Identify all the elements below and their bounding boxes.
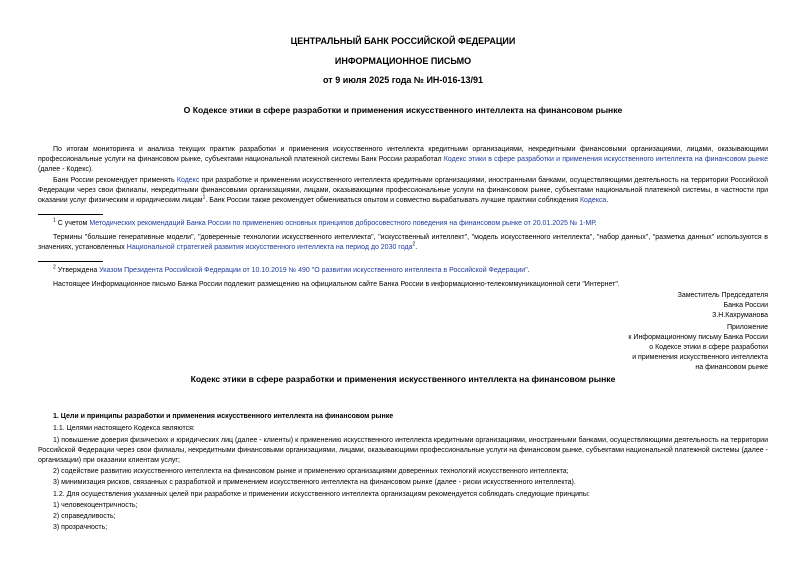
signature-position-2: Банка России bbox=[723, 302, 768, 309]
clause-1-1-item-2: 2) содействие развитию искусственного интеллекта на финансовом рынке и применению организациями доверенных технологий искусственного интеллекта; bbox=[53, 468, 569, 475]
appendix-line-4: и применения искусственного интеллекта bbox=[632, 354, 768, 361]
appendix-reference bbox=[38, 323, 768, 373]
clause-1-1-item-1: 1) повышение доверия физических и юридических лиц (далее - клиенты) к применению искусственного интеллекта кредитными организациями, иностранными банками, осуществляющими деятельность на территории Российской Федерации через свои филиалы, некредитными финансовыми организациями, лицами, оказывающими профессиональные услуги на финансовом рынке, субъектами национальной платежной системы (далее - организации) при оказании клиентам услуг; bbox=[38, 437, 768, 464]
section-1-title: 1. Цели и принципы разработки и применения искусственного интеллекта на финансовом рынке bbox=[53, 413, 394, 420]
fn2-text-a: Утверждена bbox=[55, 267, 100, 274]
presidential-decree-link[interactable]: Указом Президента Российской Федерации от 10.10.2019 № 490 "О развитии искусственного интеллекта в Российской Федерации" bbox=[99, 267, 528, 274]
footnote-2-mark: 2 bbox=[53, 264, 56, 271]
paragraph-2 bbox=[38, 176, 768, 206]
clause-1-1-item-3: 3) минимизация рисков, связанных с разработкой и применением искусственного интеллекта на финансовом рынке (далее - риски искусственного интеллекта). bbox=[53, 479, 576, 486]
footnote-divider-1 bbox=[38, 214, 103, 215]
org-name: ЦЕНТРАЛЬНЫЙ БАНК РОССИЙСКОЙ ФЕДЕРАЦИИ bbox=[290, 36, 516, 46]
appendix-line-5: на финансовом рынке bbox=[695, 364, 768, 371]
doc-type: ИНФОРМАЦИОННОЕ ПИСЬМО bbox=[334, 56, 472, 66]
doc-date-number: от 9 июля 2025 года № ИН-016-13/91 bbox=[323, 75, 483, 85]
principle-3: 3) прозрачность; bbox=[53, 524, 108, 531]
doc-title: О Кодексе этики в сфере разработки и применения искусственного интеллекта на финансовом рынке bbox=[183, 105, 623, 115]
clause-1-1: 1.1. Целями настоящего Кодекса являются: bbox=[53, 425, 195, 432]
clause-1-2: 1.2. Для осуществления указанных целей при разработке и применении искусственного интеллекта организациям рекомендуется соблюдать следующие принципы: bbox=[53, 491, 590, 498]
national-strategy-link[interactable]: Национальной стратегией развития искусственного интеллекта на период до 2030 года bbox=[126, 244, 413, 251]
appendix-line-1: Приложение bbox=[726, 324, 768, 331]
signature-position-1: Заместитель Председателя bbox=[677, 292, 768, 299]
fn1-text-a: С учетом bbox=[55, 220, 90, 227]
paragraph-1 bbox=[38, 145, 768, 175]
appendix-line-2: к Информационному письму Банка России bbox=[628, 334, 768, 341]
appendix-line-3: о Кодексе этики в сфере разработки bbox=[649, 344, 768, 351]
p2-text-a: Банк России рекомендует применять bbox=[53, 177, 177, 184]
signature-name: З.Н.Кахруманова bbox=[712, 312, 768, 319]
footnote-1-mark: 1 bbox=[53, 217, 56, 224]
code-title: Кодекс этики в сфере разработки и применения искусственного интеллекта на финансовом рынке bbox=[190, 374, 616, 384]
principle-1: 1) человекоцентричность; bbox=[53, 502, 138, 509]
footnote-1-terms bbox=[38, 233, 768, 253]
code-link-2[interactable]: Кодекс bbox=[176, 177, 200, 184]
p2-text-b: при разработке и применении искусственного интеллекта кредитными организациями, иностранными банками, осуществляющими деятельность на территории Российской Федерации через свои филиалы, некредитными финансовыми организациями, лицами, оказывающими профессиональные услуги на финансовом рынке, субъектами национальной платежной системы, в частности при оказании услуг физическим и юридическим лицам bbox=[38, 177, 768, 204]
p2-text-c: . Банк России также рекомендует обмениваться опытом и совместно вырабатывать лучшие практики соблюдения bbox=[205, 197, 580, 204]
footnote-1 bbox=[38, 219, 768, 229]
p1-text-a: По итогам мониторинга и анализа текущих практик разработки и применения искусственного интеллекта кредитными организациями, некредитными финансовыми организациями, лицами, оказывающими профессиональные услуги на финансовом рынке, субъектами национальной платежной системы Банк России разработал bbox=[38, 146, 768, 163]
fn1-p2-text-b: . bbox=[415, 244, 418, 251]
p1-text-b: (далее - Кодекс). bbox=[38, 166, 94, 173]
footnote-2 bbox=[38, 266, 768, 276]
signature-block bbox=[38, 291, 768, 321]
publication-note: Настоящее Информационное письмо Банка России подлежит размещению на официальном сайте Банка России в информационно-телекоммуникационной сети "Интернет". bbox=[53, 281, 620, 288]
fn2-text-b: . bbox=[527, 267, 530, 274]
p2-text-d: . bbox=[606, 197, 609, 204]
code-link[interactable]: Кодекс этики в сфере разработки и применения искусственного интеллекта на финансовом рынке bbox=[443, 156, 768, 163]
footnote-divider-2 bbox=[38, 261, 103, 262]
code-link-3[interactable]: Кодекса bbox=[579, 197, 607, 204]
fn1-text-b: . bbox=[594, 220, 597, 227]
footnote-ref-1[interactable]: 1 bbox=[202, 194, 206, 201]
footnote-ref-2[interactable]: 2 bbox=[412, 241, 416, 248]
principle-2: 2) справедливость; bbox=[53, 513, 116, 520]
fn1-p2-text-a: Термины "большие генеративные модели", "доверенные технологии искусственного интеллекта", "искусственный интеллект", "модель искусственного интеллекта", "набор данных", "разметка данных" используются в значениях, установленных bbox=[38, 234, 768, 251]
methodical-recommendations-link[interactable]: Методических рекомендаций Банка России по применению основных принципов добросовестного поведения на финансовом рынке от 20.01.2025 № 1-МР bbox=[89, 220, 595, 227]
